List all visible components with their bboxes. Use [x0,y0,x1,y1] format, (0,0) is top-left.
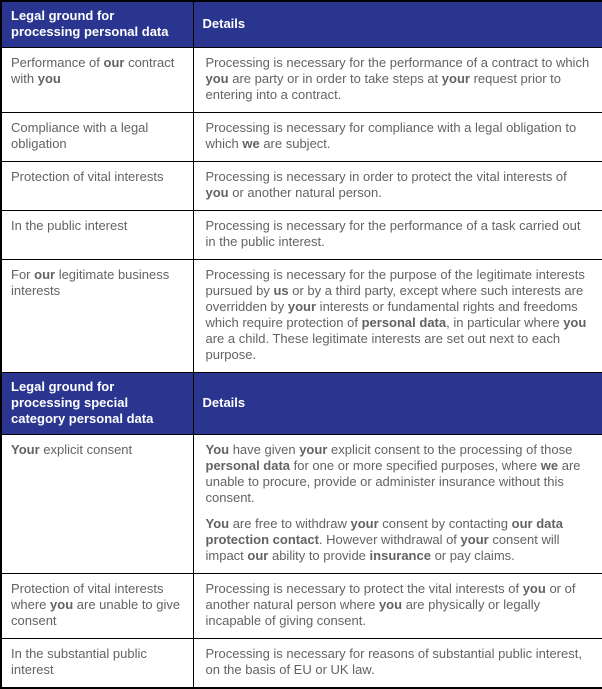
header-details-personal-data: Details [193,1,602,48]
table-row [1,48,602,113]
header-details-special-category: Details [193,373,602,435]
table-row [1,260,602,373]
table-row [1,639,602,689]
cell-details-explicit-consent: You have given your explicit consent to the processing of those personal data for one or more specified purposes, where we are unable to procure, provide or administer insurance without this consent. You are free to withdraw your consent by contacting our data protection contact. However withdrawal of your consent will impact our ability to provide insurance or pay claims. [193,435,602,574]
table-row [1,113,602,162]
cell-ground-vital-interests-no-consent: Protection of vital interests where you are unable to give consent [1,574,193,639]
cell-details-vital-interests-no-consent: Processing is necessary to protect the vital interests of you or of another natural person where you are physically or legally incapable of giving consent. [193,574,602,639]
cell-ground-vital-interests: Protection of vital interests [1,162,193,211]
header-legal-ground-special-category: Legal ground for processing special category personal data [1,373,193,435]
table-row [1,574,602,639]
cell-ground-explicit-consent: Your explicit consent [1,435,193,574]
cell-ground-substantial-public-interest: In the substantial public interest [1,639,193,689]
cell-details-vital-interests: Processing is necessary in order to protect the vital interests of you or another natural person. [193,162,602,211]
cell-ground-public-interest: In the public interest [1,211,193,260]
cell-details-legal-obligation: Processing is necessary for compliance with a legal obligation to which we are subject. [193,113,602,162]
cell-details-substantial-public-interest: Processing is necessary for reasons of substantial public interest, on the basis of EU or UK law. [193,639,602,689]
table-row [1,162,602,211]
table-row [1,211,602,260]
cell-details-legitimate-interests: Processing is necessary for the purpose of the legitimate interests pursued by us or by a third party, except where such interests are overridden by your interests or fundamental rights and freedoms which require protection of personal data, in particular where you are a child. These legitimate interests are set out next to each purpose. [193,260,602,373]
cell-ground-contract: Performance of our contract with you [1,48,193,113]
cell-ground-legal-obligation: Compliance with a legal obligation [1,113,193,162]
cell-details-contract: Processing is necessary for the performance of a contract to which you are party or in order to take steps at your request prior to entering into a contract. [193,48,602,113]
cell-ground-legitimate-interests: For our legitimate business interests [1,260,193,373]
header-legal-ground-personal-data: Legal ground for processing personal data [1,1,193,48]
cell-details-public-interest: Processing is necessary for the performance of a task carried out in the public interest. [193,211,602,260]
header-row-special-category [1,373,602,435]
table-row [1,435,602,574]
header-row-personal-data [1,1,602,48]
